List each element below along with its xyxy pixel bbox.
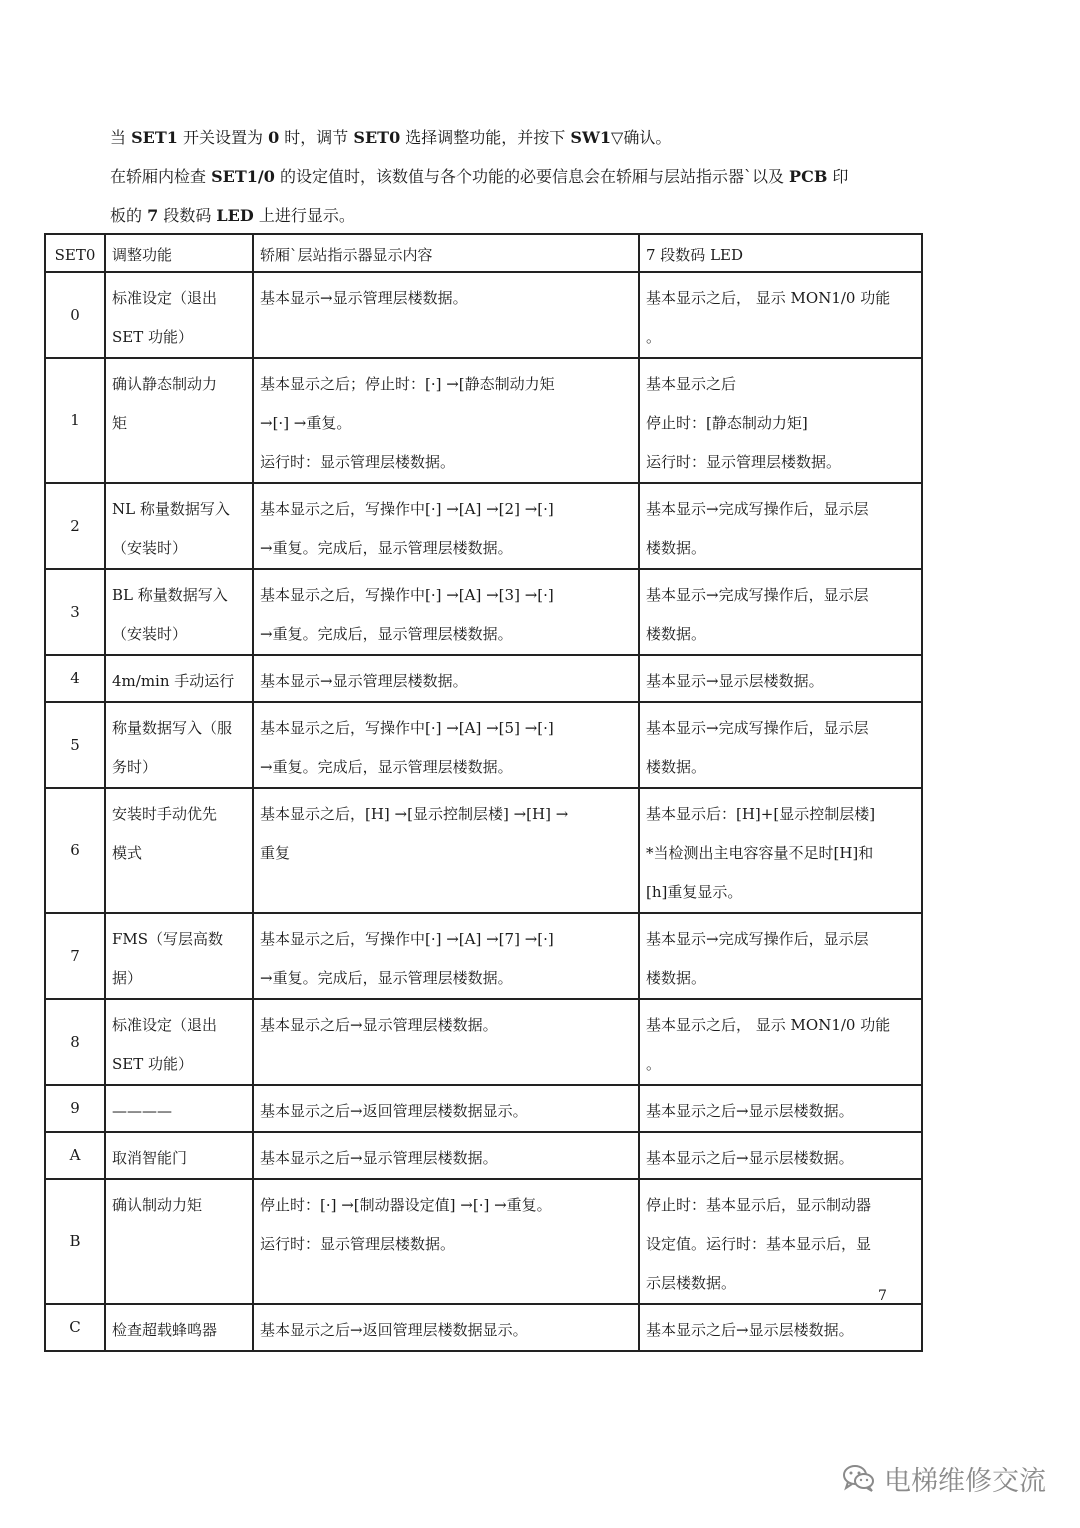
led-line: 基本显示→完成写操作后，显示层 [646,930,869,948]
led-line: 停止时：[静态制动力矩] [646,414,808,432]
led-line: 基本显示→完成写操作后，显示层 [646,719,869,737]
led-line: *当检测出主电容容量不足时[H]和 [646,844,874,862]
led-line: 。 [646,328,662,346]
indicator-line: →重复。完成后，显示管理层楼数据。 [260,758,513,776]
led-cell [639,569,922,655]
indicator-line: →[·] →重复。 [260,414,352,432]
led-cell [639,999,922,1085]
function-line: 矩 [112,414,128,432]
indicator-line: →重复。完成后，显示管理层楼数据。 [260,969,513,987]
led-line: 基本显示之后→显示层楼数据。 [646,1321,854,1339]
function-cell [105,788,253,913]
indicator-cell [253,913,639,999]
led-cell [639,1304,922,1351]
table-row [45,1085,922,1132]
function-line: SET 功能） [112,1055,193,1073]
set0-cell: 6 [45,788,105,913]
indicator-cell [253,1085,639,1132]
header-led: 7 段数码 LED [639,234,922,272]
indicator-cell [253,1132,639,1179]
led-cell [639,1179,922,1304]
function-line: NL 称量数据写入 [112,500,230,518]
indicator-line: 基本显示之后，写操作中[·] →[A] →[2] →[·] [260,500,554,518]
indicator-cell [253,483,639,569]
led-cell [639,483,922,569]
intro-line-2: 在轿厢内检查 SET1/0 的设定值时，该数值与各个功能的必要信息会在轿厢与层站指示器`以及 PCB 印 [110,167,849,186]
led-cell [639,655,922,702]
table-row [45,913,922,999]
watermark [842,1458,1046,1498]
function-cell [105,569,253,655]
function-cell [105,1132,253,1179]
settings-table [44,233,923,1352]
function-cell [105,913,253,999]
function-line: 模式 [112,844,143,862]
intro-line-3: 板的 7 段数码 LED 上进行显示。 [110,206,355,225]
indicator-line: 重复 [260,844,291,862]
led-line: 基本显示→完成写操作后，显示层 [646,500,869,518]
table-row [45,272,922,358]
indicator-line: 基本显示之后，[H] →[显示控制层楼] →[H] → [260,805,569,823]
table-header-row [45,234,922,272]
indicator-line: 基本显示之后，写操作中[·] →[A] →[3] →[·] [260,586,554,604]
indicator-line: 基本显示→显示管理层楼数据。 [260,672,468,690]
indicator-line: 基本显示之后→显示管理层楼数据。 [260,1149,498,1167]
set0-cell: 7 [45,913,105,999]
header-function: 调整功能 [105,234,253,272]
led-cell [639,358,922,483]
function-cell [105,483,253,569]
led-cell [639,272,922,358]
indicator-line: 基本显示→显示管理层楼数据。 [260,289,468,307]
led-line: 基本显示之后， 显示 MON1/0 功能 [646,1016,891,1034]
indicator-cell [253,1304,639,1351]
function-cell [105,1179,253,1304]
set0-cell: 5 [45,702,105,788]
led-line: 示层楼数据。 [646,1274,737,1292]
led-line: 基本显示之后， 显示 MON1/0 功能 [646,289,891,307]
set0-cell: 2 [45,483,105,569]
led-line: 基本显示→完成写操作后，显示层 [646,586,869,604]
led-line: 基本显示→显示层楼数据。 [646,672,824,690]
set0-cell: 8 [45,999,105,1085]
led-line: 楼数据。 [646,969,707,987]
table-row [45,1132,922,1179]
function-cell [105,358,253,483]
function-cell [105,1304,253,1351]
led-line: 基本显示之后→显示层楼数据。 [646,1102,854,1120]
indicator-line: 基本显示之后→返回管理层楼数据显示。 [260,1321,528,1339]
function-line: 称量数据写入（服 [112,719,233,737]
function-cell [105,999,253,1085]
set0-cell: 3 [45,569,105,655]
header-set0: SET0 [45,234,105,272]
indicator-line: 运行时：显示管理层楼数据。 [260,1235,456,1253]
indicator-line: 基本显示之后→返回管理层楼数据显示。 [260,1102,528,1120]
table-row [45,655,922,702]
set0-cell: 9 [45,1085,105,1132]
led-line: 运行时：显示管理层楼数据。 [646,453,842,471]
function-line: （安装时） [112,625,188,643]
indicator-line: 基本显示之后；停止时：[·] →[静态制动力矩 [260,375,555,393]
function-line: FMS（写层高数 [112,930,224,948]
indicator-line: 基本显示之后，写操作中[·] →[A] →[7] →[·] [260,930,554,948]
function-cell [105,1085,253,1132]
indicator-cell [253,702,639,788]
set0-cell: C [45,1304,105,1351]
led-line: 基本显示后：[H]+[显示控制层楼] [646,805,876,823]
led-cell [639,1132,922,1179]
table-row [45,999,922,1085]
led-cell [639,702,922,788]
function-cell [105,702,253,788]
led-line: 。 [646,1055,662,1073]
table-row [45,1179,922,1304]
header-indicator: 轿厢`层站指示器显示内容 [253,234,639,272]
led-line: 楼数据。 [646,758,707,776]
set0-cell: 1 [45,358,105,483]
function-line: 4m/min 手动运行 [112,672,235,690]
indicator-line: →重复。完成后，显示管理层楼数据。 [260,539,513,557]
function-line: （安装时） [112,539,188,557]
led-line: [h]重复显示。 [646,883,743,901]
led-line: 设定值。运行时：基本显示后，显 [646,1235,872,1253]
set0-cell: 4 [45,655,105,702]
indicator-cell [253,655,639,702]
page-number: 7 [878,1288,887,1304]
indicator-line: 运行时：显示管理层楼数据。 [260,453,456,471]
function-line: ———— [112,1102,172,1120]
table-row [45,788,922,913]
watermark-text: 电梯维修交流 [884,1465,1046,1497]
table-row [45,702,922,788]
indicator-cell [253,358,639,483]
function-cell [105,272,253,358]
indicator-line: 基本显示之后，写操作中[·] →[A] →[5] →[·] [260,719,554,737]
function-line: 检查超载蜂鸣器 [112,1321,218,1339]
set0-cell: B [45,1179,105,1304]
led-line: 基本显示之后→显示层楼数据。 [646,1149,854,1167]
function-line: 取消智能门 [112,1149,188,1167]
set0-cell: A [45,1132,105,1179]
indicator-line: →重复。完成后，显示管理层楼数据。 [260,625,513,643]
led-cell [639,913,922,999]
function-line: 确认制动力矩 [112,1196,203,1214]
indicator-cell [253,1179,639,1304]
led-line: 基本显示之后 [646,375,737,393]
led-line: 楼数据。 [646,625,707,643]
wechat-icon [842,1463,876,1493]
function-line: 据） [112,969,143,987]
table-row [45,1304,922,1351]
intro-line-1: 当 SET1 开关设置为 0 时，调节 SET0 选择调整功能，并按下 SW1▽确认。 [110,128,672,147]
indicator-cell [253,569,639,655]
function-cell [105,655,253,702]
indicator-cell [253,788,639,913]
function-line: 安装时手动优先 [112,805,218,823]
function-line: 务时） [112,758,158,776]
set0-cell: 0 [45,272,105,358]
function-line: BL 称量数据写入 [112,586,228,604]
function-line: SET 功能） [112,328,193,346]
table-row [45,569,922,655]
indicator-cell [253,272,639,358]
led-line: 停止时：基本显示后，显示制动器 [646,1196,872,1214]
table-row [45,483,922,569]
led-line: 楼数据。 [646,539,707,557]
function-line: 确认静态制动力 [112,375,218,393]
led-cell [639,788,922,913]
function-line: 标准设定（退出 [112,289,218,307]
function-line: 标准设定（退出 [112,1016,218,1034]
indicator-line: 基本显示之后→显示管理层楼数据。 [260,1016,498,1034]
table-row [45,358,922,483]
indicator-line: 停止时：[·] →[制动器设定值] →[·] →重复。 [260,1196,552,1214]
indicator-cell [253,999,639,1085]
led-cell [639,1085,922,1132]
